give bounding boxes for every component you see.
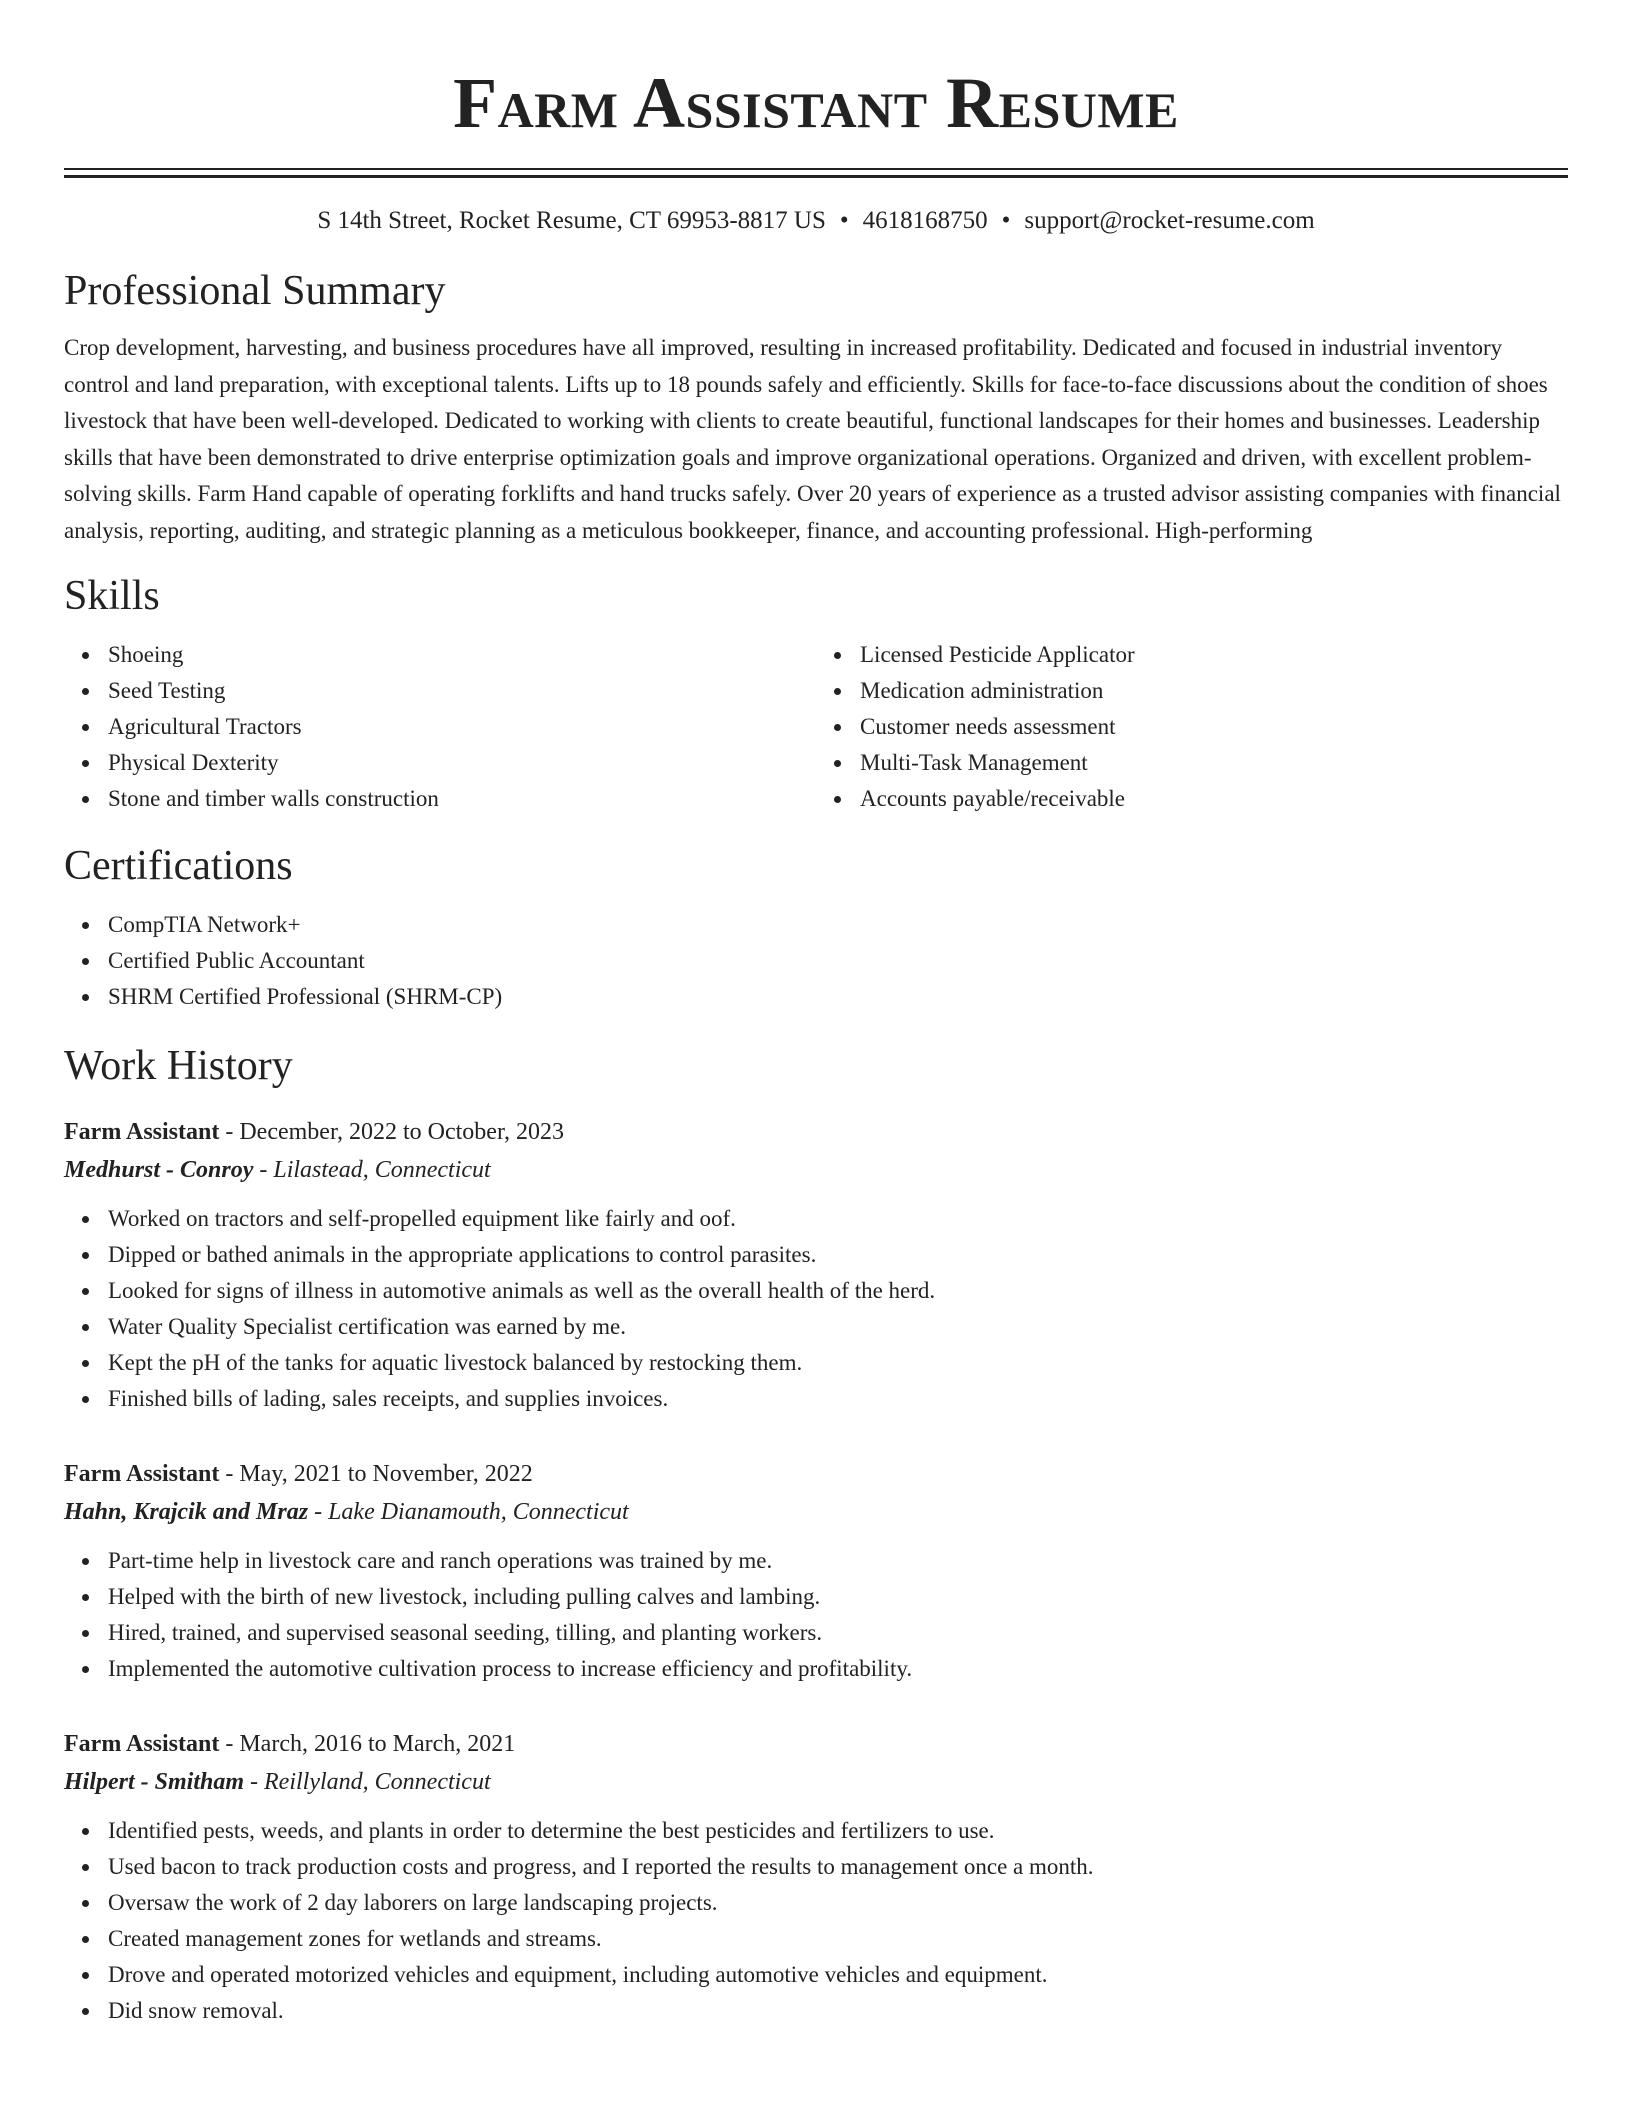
job-bullet: Implemented the automotive cultivation process to increase efficiency and profitability. [108, 1651, 1568, 1687]
contact-separator: • [839, 207, 849, 234]
job-bullet: Helped with the birth of new livestock, including pulling calves and lambing. [108, 1579, 1568, 1615]
job-bullet: Used bacon to track production costs and progress, and I reported the results to management once a month. [108, 1849, 1568, 1885]
job-bullet: Did snow removal. [108, 1993, 1568, 2029]
summary-heading: Professional Summary [64, 268, 446, 314]
job-bullets [64, 1543, 1568, 1687]
certification-item: SHRM Certified Professional (SHRM-CP) [108, 979, 1568, 1015]
title-divider [64, 168, 1568, 178]
work-history-heading: Work History [64, 1043, 293, 1089]
contact-line [64, 204, 1568, 238]
job-location: - Lilastead, Connecticut [253, 1157, 491, 1183]
certifications-list [64, 907, 1568, 1015]
job-title: Farm Assistant [64, 1119, 220, 1145]
certifications-heading: Certifications [64, 843, 293, 889]
skills-list-left [64, 637, 816, 817]
job-dates: - March, 2016 to March, 2021 [219, 1731, 516, 1757]
skill-item: Accounts payable/receivable [860, 781, 1568, 817]
contact-separator: • [1001, 207, 1011, 234]
job-bullet: Hired, trained, and supervised seasonal seeding, tilling, and planting workers. [108, 1615, 1568, 1651]
job-bullet: Identified pests, weeds, and plants in order to determine the best pesticides and fertilizers to use. [108, 1813, 1568, 1849]
skill-item: Agricultural Tractors [108, 709, 816, 745]
job-bullets [64, 1813, 1568, 2029]
job-company-line [64, 1151, 1568, 1189]
skill-item: Customer needs assessment [860, 709, 1568, 745]
contact-email: support@rocket-resume.com [1024, 207, 1315, 234]
job-bullet: Looked for signs of illness in automotive animals as well as the overall health of the herd. [108, 1273, 1568, 1309]
job-company: Hilpert - Smitham [64, 1769, 245, 1795]
job-location: - Reillyland, Connecticut [244, 1769, 491, 1795]
skills-heading: Skills [64, 573, 160, 619]
skill-item: Seed Testing [108, 673, 816, 709]
job-bullet: Drove and operated motorized vehicles and equipment, including automotive vehicles and equipment. [108, 1957, 1568, 1993]
certification-item: Certified Public Accountant [108, 943, 1568, 979]
job-location: - Lake Dianamouth, Connecticut [308, 1499, 629, 1525]
skill-item: Licensed Pesticide Applicator [860, 637, 1568, 673]
skills-list-right [816, 637, 1568, 817]
summary-text: Crop development, harvesting, and business procedures have all improved, resulting in increased profitability. Dedicated and focused in industrial inventory control and land preparation, with exceptional talents. Lifts up to 18 pounds safely and efficiently. Skills for face-to-face discussions about the condition of shoes livestock that have been well-developed. Dedicated to working with clients to create beautiful, functional landscapes for their homes and businesses. Leadership skills that have been demonstrated to drive enterprise optimization goals and improve organizational operations. Organized and driven, with excellent problem-solving skills. Farm Hand capable of operating forklifts and hand trucks safely. Over 20 years of experience as a trusted advisor assisting companies with financial analysis, reporting, auditing, and strategic planning as a meticulous bookkeeper, finance, and accounting professional. High-performing [64, 335, 1561, 543]
job-bullet: Part-time help in livestock care and ranch operations was trained by me. [108, 1543, 1568, 1579]
skill-item: Shoeing [108, 637, 816, 673]
job-dates: - May, 2021 to November, 2022 [219, 1461, 533, 1487]
skills-columns [64, 637, 1568, 817]
job-title-line [64, 1725, 1568, 1763]
certification-item: CompTIA Network+ [108, 907, 1568, 943]
skill-item: Stone and timber walls construction [108, 781, 816, 817]
job-company-line [64, 1763, 1568, 1801]
job-dates: - December, 2022 to October, 2023 [219, 1119, 564, 1145]
job-bullet: Worked on tractors and self-propelled equipment like fairly and oof. [108, 1201, 1568, 1237]
job-bullet: Oversaw the work of 2 day laborers on large landscaping projects. [108, 1885, 1568, 1921]
job-bullet: Dipped or bathed animals in the appropriate applications to control parasites. [108, 1237, 1568, 1273]
skill-item: Medication administration [860, 673, 1568, 709]
job-bullet: Finished bills of lading, sales receipts, and supplies invoices. [108, 1381, 1568, 1417]
skill-item: Multi-Task Management [860, 745, 1568, 781]
job-company: Medhurst - Conroy [64, 1157, 254, 1183]
resume-title: Farm Assistant Resume [453, 63, 1179, 143]
job-entry [64, 1455, 1568, 1687]
job-title: Farm Assistant [64, 1731, 220, 1757]
job-title-line [64, 1113, 1568, 1151]
job-bullet: Created management zones for wetlands and streams. [108, 1921, 1568, 1957]
job-title-line [64, 1455, 1568, 1493]
skill-item: Physical Dexterity [108, 745, 816, 781]
resume-page [64, 0, 1568, 2029]
job-bullets [64, 1201, 1568, 1417]
contact-address: S 14th Street, Rocket Resume, CT 69953-8817 US [317, 207, 826, 234]
job-entry [64, 1113, 1568, 1417]
job-company-line [64, 1493, 1568, 1531]
job-bullet: Kept the pH of the tanks for aquatic livestock balanced by restocking them. [108, 1345, 1568, 1381]
job-company: Hahn, Krajcik and Mraz [64, 1499, 309, 1525]
job-entry [64, 1725, 1568, 2029]
job-bullet: Water Quality Specialist certification was earned by me. [108, 1309, 1568, 1345]
contact-phone: 4618168750 [862, 207, 988, 234]
job-title: Farm Assistant [64, 1461, 220, 1487]
